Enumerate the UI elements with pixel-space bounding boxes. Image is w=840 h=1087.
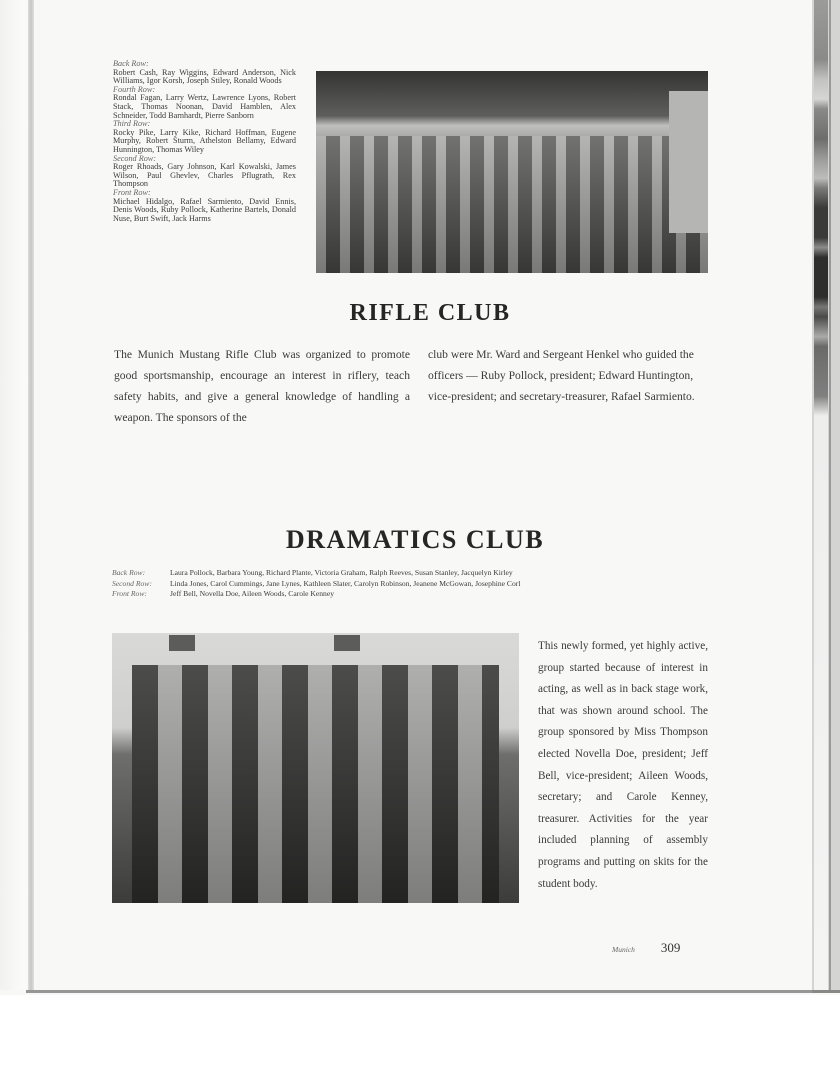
dramatics-club-photo <box>112 633 519 903</box>
caption-row-names: Jeff Bell, Novella Doe, Aileen Woods, Carole Kenney <box>170 589 335 598</box>
rifle-club-description-column-1: The Munich Mustang Rifle Club was organized to promote good sportsmanship, encourage an interest in riflery, teach safety habits, and give a general knowledge of handling a weapon. The sponsors of the <box>114 348 410 424</box>
caption-row-label: Back Row: <box>112 568 146 577</box>
caption-row-label: Second Row: <box>112 578 152 588</box>
caption-row-names: Rondal Fagan, Larry Wertz, Lawrence Lyons, Robert Stack, Thomas Noonan, David Hamblen, Alex Schneider, Todd Barnhardt, Pierre Sanborn <box>113 93 296 120</box>
rifle-club-description-column-2: club were Mr. Ward and Sergeant Henkel who guided the officers — Ruby Pollock, president; Edward Huntington, vice-president; and secretary-treasurer, Rafael Sarmiento. <box>428 348 695 403</box>
binding-crease <box>28 0 34 990</box>
caption-row-names: Michael Hidalgo, Rafael Sarmiento, David Ennis, Denis Woods, Ruby Pollock, Katherine Bartels, Donald Nuse, Burt Swift, Jack Harms <box>113 196 296 223</box>
caption-row-names: Laura Pollock, Barbara Young, Richard Plante, Victoria Graham, Ralph Reeves, Susan Stanley, Jacquelyn Kirley <box>170 568 513 577</box>
page-edge-rule <box>829 0 831 990</box>
caption-row-label: Back Row: <box>113 59 149 68</box>
caption-row <box>112 580 532 589</box>
caption-row-label: Second Row: <box>113 153 156 163</box>
binding-shadow <box>0 0 40 990</box>
photo-wall-picture <box>169 635 195 651</box>
photo-group-members <box>316 136 708 273</box>
caption-row <box>112 590 532 599</box>
caption-row-names: Robert Cash, Ray Wiggins, Edward Anderson, Nick Williams, Igor Korsh, Joseph Stiley, Ronald Woods <box>113 67 296 86</box>
photo-group-members <box>132 665 498 903</box>
caption-row <box>112 569 532 578</box>
caption-row-label: Front Row: <box>112 589 147 598</box>
photo-roof <box>316 71 708 115</box>
page-number: 309 <box>660 940 681 955</box>
rifle-club-photo-caption <box>113 60 296 223</box>
dramatics-club-heading: DRAMATICS CLUB <box>285 525 545 554</box>
rifle-club-heading: RIFLE CLUB <box>349 300 511 326</box>
caption-row-names: Linda Jones, Carol Cummings, Jane Lynes, Kathleen Slater, Carolyn Robinson, Jeanene McGowan, Josephine Corl <box>170 578 521 588</box>
dramatics-club-description: This newly formed, yet highly active, group started because of interest in acting, as well as in back stage work, that was shown around school. The group sponsored by Miss Thompson elected Novella Doe, president; Jeff Bell, vice-president; Aileen Woods, secretary; and Carole Kenney, treasurer. Activities for the year included planning of assembly programs and putting on skits for the student body. <box>538 640 708 890</box>
caption-row-label: Third Row: <box>113 119 151 129</box>
school-name: Munich <box>612 945 635 954</box>
photo-wall-picture <box>334 635 360 651</box>
caption-row-names: Roger Rhoads, Gary Johnson, Karl Kowalski, James Wilson, Paul Ghevlev, Charles Pflugrath, Rex Thompson <box>113 162 296 189</box>
dramatics-club-photo-caption <box>112 569 532 601</box>
caption-row-label: Fourth Row: <box>113 84 156 94</box>
page-footer <box>612 940 680 956</box>
caption-row-names: Rocky Pike, Larry Kike, Richard Hoffman, Eugene Murphy, Robert Sturm, Athelston Bellamy, Edward Hunnington, Thomas Wiley <box>113 127 296 154</box>
adjacent-page-edge <box>814 0 828 990</box>
page-bottom-edge <box>26 990 840 993</box>
caption-row-label: Front Row: <box>113 187 151 197</box>
rifle-club-photo <box>316 71 708 273</box>
photo-wall <box>669 91 708 232</box>
